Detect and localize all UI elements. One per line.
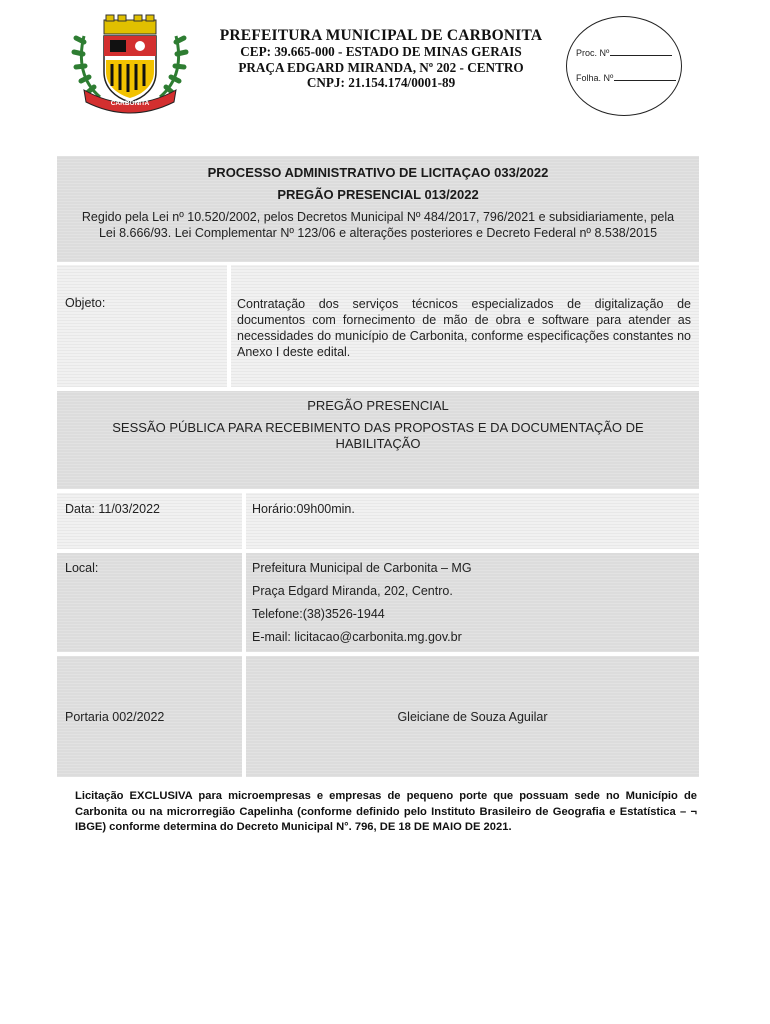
portaria-label: Portaria 002/2022 [65, 710, 165, 724]
objeto-text: Contratação dos serviços técnicos especializados de digitalização de documentos com fornecimento de mão de obra e software para atender as necessidades do município de Carbonita, conforme especificações constantes no Anexo I deste edital. [237, 297, 691, 359]
sessao-block [57, 391, 699, 489]
local-email[interactable]: E-mail: licitacao@carbonita.mg.gov.br [252, 630, 462, 644]
letterhead-cnpj: CNPJ: 21.154.174/0001-89 [306, 75, 456, 90]
stamp-folha-line [576, 73, 676, 83]
local-line-1: Prefeitura Municipal de Carbonita – MG [252, 561, 472, 575]
session-time: Horário:09h00min. [252, 502, 355, 516]
local-label-cell [57, 553, 242, 652]
local-label: Local: [65, 561, 99, 575]
protocol-stamp [566, 16, 684, 116]
sessao-description: SESSÃO PÚBLICA PARA RECEBIMENTO DAS PROPOSTAS E DA DOCUMENTAÇÃO DE HABILITAÇÃO [112, 420, 644, 451]
shield-icon [104, 36, 156, 102]
letterhead [198, 28, 564, 91]
local-info-cell [246, 553, 699, 652]
objeto-text-cell [231, 265, 699, 387]
crown-icon [104, 15, 156, 34]
laurel-right-icon [160, 36, 186, 97]
objeto-label-cell [57, 265, 227, 387]
portaria-label-cell [57, 656, 242, 777]
local-line-2: Praça Edgard Miranda, 202, Centro. [252, 584, 453, 598]
exclusivity-note: Licitação EXCLUSIVA para microempresas e empresas de pequeno porte que possuam sede no Município de Carbonita ou na microrregião Capelinha (conforme definido pelo Instituto Brasileiro de Geografia e Estatística – ¬ IBGE) conforme determina do Decreto Municipal N°. 796, DE 18 DE MAIO DE 2021. [75, 790, 697, 833]
stamp-circle [566, 16, 682, 116]
session-date: Data: 11/03/2022 [65, 502, 160, 516]
pregoeira-name: Gleiciane de Souza Aguilar [397, 710, 548, 724]
horario-cell [246, 493, 699, 549]
sessao-pregao: PREGÃO PRESENCIAL [307, 398, 449, 413]
stamp-proc-line [576, 48, 672, 58]
municipal-crest [70, 12, 190, 114]
stamp-folha-label: Folha. Nº [576, 73, 614, 83]
portaria-name-cell [246, 656, 699, 777]
local-phone: Telefone:(38)3526-1944 [252, 607, 385, 621]
objeto-label: Objeto: [65, 296, 106, 310]
data-cell [57, 493, 242, 549]
crest-banner-text: CARBONITA [110, 100, 150, 107]
pregao-title: PREGÃO PRESENCIAL 013/2022 [277, 187, 479, 202]
letterhead-title: PREFEITURA MUNICIPAL DE CARBONITA [219, 27, 543, 44]
process-header-block [57, 156, 699, 262]
stamp-proc-label: Proc. Nº [576, 48, 610, 58]
letterhead-address: PRAÇA EDGARD MIRANDA, Nº 202 - CENTRO [238, 59, 524, 75]
legal-basis: Regido pela Lei nº 10.520/2002, pelos Decretos Municipal Nº 484/2017, 796/2021 e subsidiariamente, pela Lei 8.666/93. Lei Complementar Nº 123/06 e alterações posteriores e Decreto Federal nº 8.538/2015 [81, 210, 675, 240]
letterhead-cep: CEP: 39.665-000 - ESTADO DE MINAS GERAIS [240, 44, 522, 59]
laurel-left-icon [74, 36, 100, 97]
process-title: PROCESSO ADMINISTRATIVO DE LICITAÇAO 033/2022 [207, 165, 549, 180]
